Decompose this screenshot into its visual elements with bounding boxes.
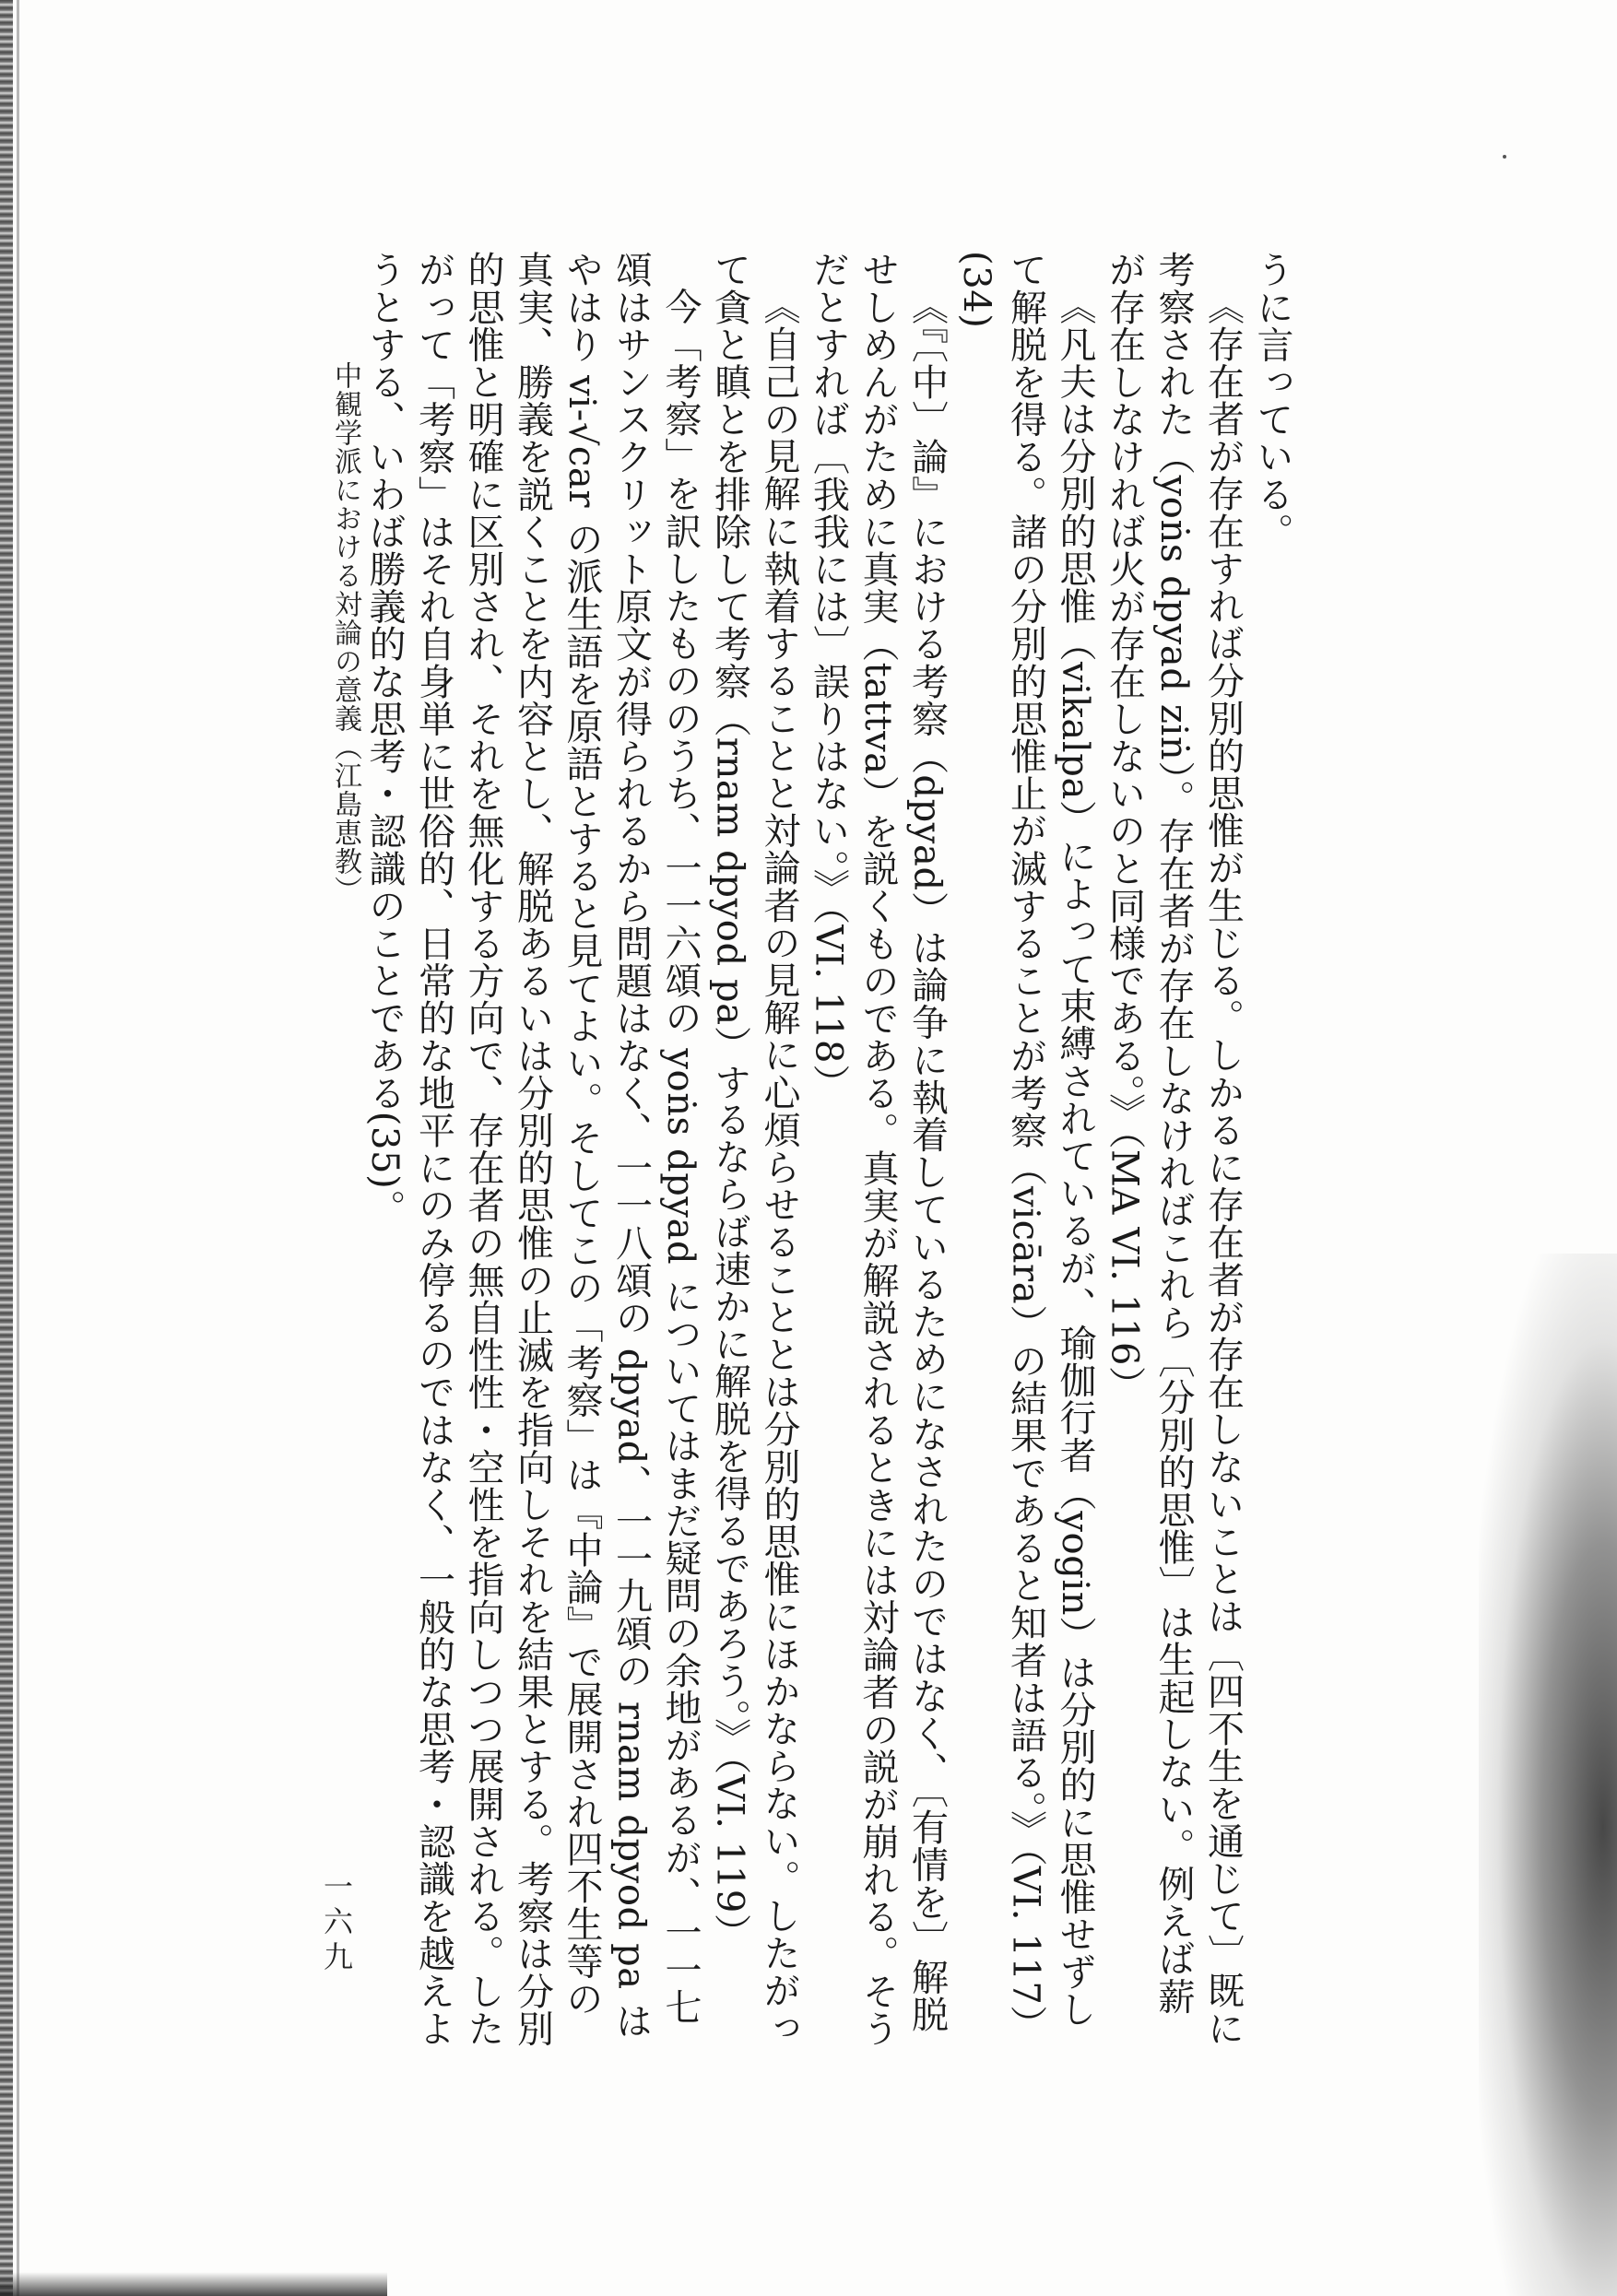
- scan-speck: [1503, 155, 1506, 159]
- paragraph-4-quote-vi-118: 《『〔中〕論』における考察（dpyad）は論争に執着しているためになされたのではなく、〔有情を〕解脱せしめんがために真実（tattva）を説くものである。真実が解説されるときには対論者の説が崩れる。そうだとすれば〔我我には〕誤りはない。》（VI. 118）: [807, 251, 949, 2048]
- page-number: 一六九: [319, 1871, 354, 1976]
- scan-binding-edge: [0, 0, 13, 2296]
- paragraph-6-commentary: 今「考察」を訳したもののうち、一一六頌の yoṅs dpyad についてはまだ疑問の余地があるが、一一七頌はサンスクリット原文が得られるから問題はなく、一一八頌の dpyad、一一九頌の rnam dpyod pa はやはり vi-√car の派生語を原語とすると見てよい。そしてこの「考察」は『中論』で展開され四不生等の真実、勝義を説くことを内容とし、解脱あるいは分別的思惟の止滅を指向しそれを結果とする。考察は分別的思惟と明確に区別され、それを無化する方向で、存在者の無自性性・空性を指向しつつ展開される。したがって「考察」はそれ自身単に世俗的、日常的な地平にのみ停るのではなく、一般的な思考・認識を越えようとする、いわば勝義的な思考・認識のことである(35)。: [363, 251, 702, 2047]
- running-head: 中観学派における対論の意義（江島恵教）: [329, 361, 361, 904]
- scan-binding-line: [17, 0, 19, 2296]
- paragraph-3-quote-vi-117: 《凡夫は分別的思惟（vikalpa）によって束縛されているが、瑜伽行者（yogin）は分別的に思惟せずして解脱を得る。諸の分別的思惟止が滅することが考察（vicāra）の結果であると知者は語る。》（VI. 117）(34): [955, 251, 1096, 2043]
- paragraph-5-quote-vi-119: 《自己の見解に執着することと対論者の見解に心煩らせることとは分別的思惟にほかならない。したがって貪と瞋とを排除して考察（rnam dpyod pa）するならば速かに解脱を得るであろう。》（VI. 119）: [708, 251, 800, 2047]
- paragraph-2-quote-vi-116: 《存在者が存在すれば分別的思惟が生じる。しかるに存在者が存在しないことは〔四不生を通じて〕既に考察された（yoṅs dpyad ziṅ）。存在者が存在しなければこれら〔分別的思惟〕は生起しない。例えば薪が存在しなければ火が存在しないのと同様である。》（MA VI. 116）: [1103, 251, 1245, 2047]
- body-text: [365, 251, 1296, 2050]
- scan-shadow-bottom: [0, 2272, 387, 2296]
- scan-shadow: [1479, 1254, 1617, 2296]
- paragraph-1: うに言っている。: [1251, 251, 1293, 550]
